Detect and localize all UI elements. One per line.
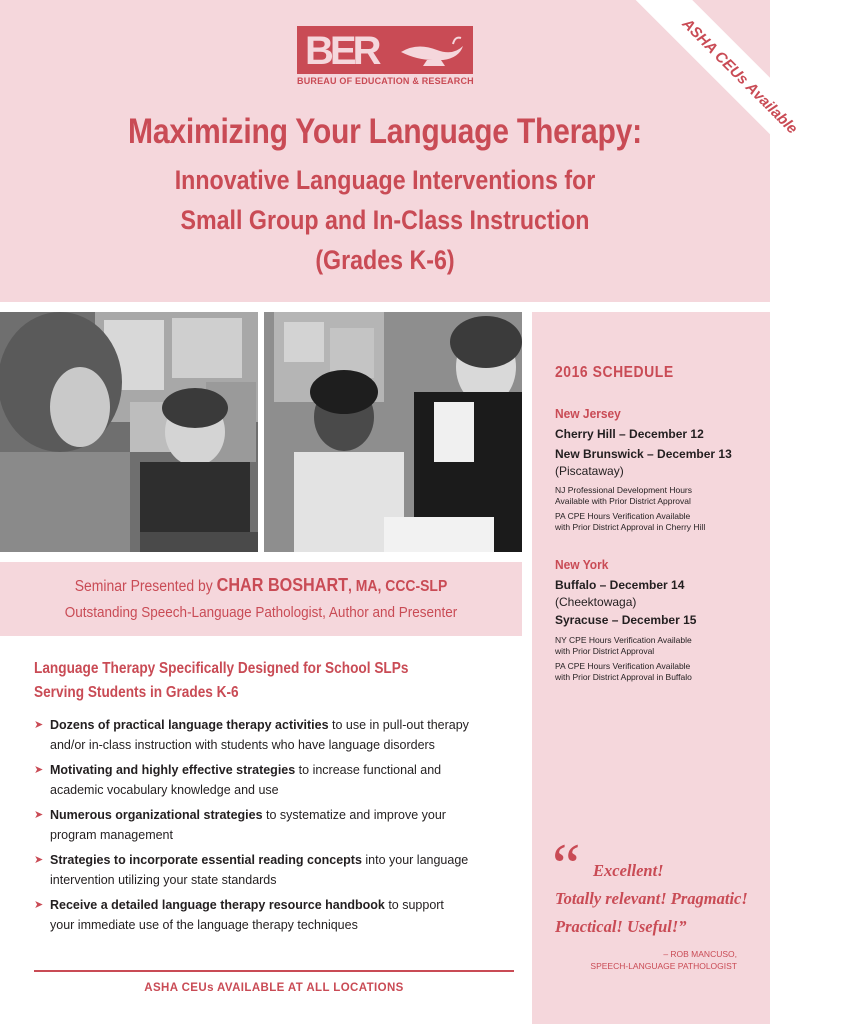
photo-left-image	[0, 312, 258, 552]
presenter-prefix: Seminar Presented by	[74, 578, 217, 595]
bullet-bold: Dozens of practical language therapy activities	[50, 718, 329, 732]
teacher-with-boy-photo	[0, 312, 258, 552]
author-name: – ROB MANCUSO,	[663, 949, 737, 959]
chevron-right-icon: ➤	[34, 764, 44, 776]
heading-line: Serving Students in Grades K-6	[34, 684, 239, 701]
subtitle-line: Small Group and In-Class Instruction	[180, 205, 590, 235]
teacher-with-girl-photo	[264, 312, 522, 552]
quote-line: Excellent!	[593, 861, 664, 880]
quote-mark-icon: “	[552, 830, 581, 901]
bullet-line	[50, 805, 504, 825]
schedule-new-york	[555, 557, 696, 682]
divider	[34, 970, 514, 972]
heading-line: Language Therapy Specifically Designed for School SLPs	[34, 660, 409, 677]
fine-print: Available with Prior District Approval	[555, 495, 691, 506]
footer-note: ASHA CEUs AVAILABLE AT ALL LOCATIONS	[144, 982, 404, 994]
logo-subtitle: BUREAU OF EDUCATION & RESEARCH	[297, 76, 474, 86]
presenter-band	[0, 562, 522, 636]
list-item	[34, 805, 504, 845]
city-note: (Cheektowaga)	[555, 595, 637, 609]
fine-print: with Prior District Approval	[555, 645, 655, 656]
ber-logo	[297, 26, 473, 88]
state-name: New York	[555, 557, 609, 572]
list-item	[34, 895, 504, 935]
bullet-line: your immediate use of the language therapy techniques	[50, 918, 358, 932]
bullet-rest: into your language	[361, 853, 469, 867]
presenter-line	[26, 574, 496, 598]
city-date: New Brunswick – December 13	[555, 447, 732, 461]
fine-print: PA CPE Hours Verification Available	[555, 661, 691, 671]
schedule-new-jersey	[555, 406, 732, 532]
chevron-right-icon: ➤	[34, 854, 44, 866]
bullet-rest: to systematize and improve your	[262, 808, 446, 822]
presenter-tagline: Outstanding Speech-Language Pathologist, Author and Presenter	[64, 604, 458, 621]
list-item	[34, 850, 504, 890]
city-date: Buffalo – December 14	[555, 578, 685, 592]
schedule-sidebar	[532, 312, 770, 1024]
list-item	[34, 760, 504, 800]
quote-line: Practical! Useful!”	[555, 917, 687, 936]
bullet-rest: to use in pull-out therapy	[328, 718, 469, 732]
bullet-bold: Motivating and highly effective strategies	[50, 763, 296, 777]
subtitle-line: Innovative Language Interventions for	[174, 165, 596, 195]
bullet-line: intervention utilizing your state standards	[50, 873, 277, 887]
author-title: SPEECH-LANGUAGE PATHOLOGIST	[590, 961, 737, 971]
subtitle-line: (Grades K-6)	[315, 245, 455, 275]
bullet-bold: Receive a detailed language therapy resource handbook	[50, 898, 385, 912]
fine-print: PA CPE Hours Verification Available	[555, 511, 691, 521]
quote-line: Totally relevant! Pragmatic!	[555, 889, 748, 908]
bullet-line	[50, 715, 504, 735]
header-panel	[0, 0, 802, 302]
lamp-icon	[397, 32, 469, 68]
state-name: New Jersey	[555, 406, 621, 421]
bullet-line	[50, 895, 504, 915]
logo-letters: BER	[305, 29, 378, 73]
quote-author	[555, 948, 737, 972]
quote-text	[555, 857, 770, 941]
bullet-line	[50, 760, 504, 780]
presenter-name: CHAR BOSHART	[216, 575, 349, 595]
fine-print: with Prior District Approval in Buffalo	[555, 671, 692, 682]
bullet-rest: to increase functional and	[295, 763, 442, 777]
main-heading	[34, 657, 456, 705]
city-note: (Piscataway)	[555, 464, 624, 478]
benefit-list	[34, 715, 504, 940]
page-title: Maximizing Your Language Therapy:	[128, 112, 642, 151]
city-date: Syracuse – December 15	[555, 613, 697, 627]
bullet-rest: to support	[384, 898, 444, 912]
presenter-credentials: , MA, CCC-SLP	[348, 578, 448, 595]
bullet-line	[50, 850, 504, 870]
fine-print: NJ Professional Development Hours	[555, 485, 693, 495]
schedule-heading: 2016 SCHEDULE	[555, 364, 674, 381]
fine-print: NY CPE Hours Verification Available	[555, 635, 692, 645]
chevron-right-icon: ➤	[34, 719, 44, 731]
banner-text: ASHA CEUs Available	[678, 14, 802, 138]
list-item	[34, 715, 504, 755]
bullet-line: and/or in-class instruction with students who have language disorders	[50, 738, 435, 752]
chevron-right-icon: ➤	[34, 899, 44, 911]
page-subtitle	[54, 160, 716, 280]
photo-right-image	[264, 312, 522, 552]
logo-box	[297, 26, 473, 74]
chevron-right-icon: ➤	[34, 809, 44, 821]
bullet-bold: Numerous organizational strategies	[50, 808, 263, 822]
bullet-bold: Strategies to incorporate essential reading concepts	[50, 853, 362, 867]
bullet-line: program management	[50, 828, 173, 842]
city-date: Cherry Hill – December 12	[555, 427, 704, 441]
fine-print: with Prior District Approval in Cherry Hill	[555, 521, 706, 532]
bullet-line: academic vocabulary knowledge and use	[50, 783, 279, 797]
